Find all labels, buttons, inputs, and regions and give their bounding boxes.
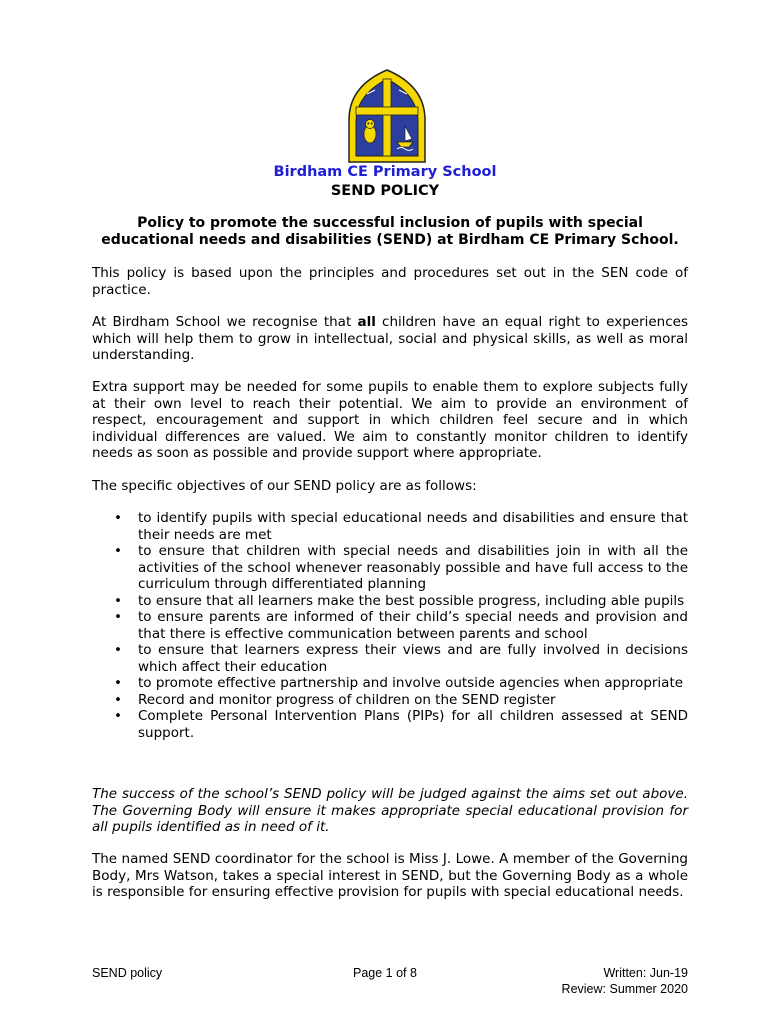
paragraph-intro: This policy is based upon the principles and procedures set out in the SEN code of practice.	[92, 265, 688, 298]
paragraph-equal-rights	[92, 314, 688, 364]
paragraph-equal-rights-start: At Birdham School we recognise that	[92, 314, 358, 330]
list-item	[92, 593, 688, 610]
paragraph-extra-support: Extra support may be needed for some pupils to enable them to explore subjects fully at their own level to reach their potential. We aim to provide an environment of respect, encouragement and support in which children feel secure and in which individual differences are valued. We aim to constantly monitor children to identify needs as soon as possible and provide support where appropriate.	[92, 379, 688, 461]
bullet-icon: •	[114, 510, 122, 526]
footer-document-name: SEND policy	[92, 966, 163, 980]
objective-text: Complete Personal Intervention Plans (PIPs) for all children assessed at SEND support.	[138, 708, 688, 741]
bullet-icon: •	[114, 675, 122, 691]
bullet-icon: •	[114, 642, 122, 658]
objective-text: Record and monitor progress of children on the SEND register	[138, 691, 556, 708]
policy-body	[92, 0, 688, 1024]
bullet-icon: •	[114, 691, 122, 708]
objective-text: to ensure that learners express their views and are fully involved in decisions which affect their education	[138, 642, 688, 675]
footer-dates	[562, 965, 688, 997]
emphasis-all: all	[357, 314, 376, 330]
footer-review-date: Review: Summer 2020	[561, 982, 688, 996]
footer-written-date: Written: Jun-19	[603, 966, 688, 980]
paragraph-equal-rights-end: children have an equal right to experiences which will help them to grow in intellectual, social and physical skills, as well as moral understanding.	[92, 314, 688, 363]
footer-page-number: Page 1 of 8	[353, 966, 417, 980]
paragraph-objectives-intro: The specific objectives of our SEND policy are as follows:	[92, 478, 477, 494]
objective-text: to promote effective partnership and involve outside agencies when appropriate	[138, 675, 684, 691]
paragraph-success-criteria: The success of the school’s SEND policy will be judged against the aims set out above. The Governing Body will ensure it makes appropriate special educational provision for all pupils identified as in need of it.	[92, 786, 688, 835]
bullet-icon: •	[114, 592, 122, 609]
objective-text: to ensure that all learners make the best possible progress, including able pupils	[138, 592, 685, 609]
list-item	[92, 642, 688, 675]
document-title: SEND POLICY	[330, 183, 440, 199]
list-item	[92, 708, 688, 741]
list-item	[92, 675, 688, 692]
list-item	[92, 692, 688, 709]
objectives-list	[92, 510, 688, 741]
objective-text: to ensure parents are informed of their child’s special needs and provision and that there is effective communication between parents and school	[138, 609, 688, 642]
list-item	[92, 510, 688, 543]
bullet-icon: •	[114, 543, 122, 559]
objective-text: to identify pupils with special educational needs and disabilities and ensure that their needs are met	[138, 510, 688, 543]
bullet-icon: •	[114, 609, 122, 625]
list-item	[92, 543, 688, 593]
policy-subtitle: Policy to promote the successful inclusion of pupils with special educational needs and disabilities (SEND) at Birdham CE Primary School.	[101, 215, 679, 248]
school-name: Birdham CE Primary School	[273, 164, 497, 180]
list-item	[92, 609, 688, 642]
objective-text: to ensure that children with special needs and disabilities join in with all the activities of the school whenever reasonably possible and have full access to the curriculum through differentiated planning	[138, 543, 688, 592]
bullet-icon: •	[114, 708, 122, 724]
paragraph-send-coordinator: The named SEND coordinator for the school is Miss J. Lowe. A member of the Governing Body, Mrs Watson, takes a special interest in SEND, but the Governing Body as a whole is responsible for ensuring effective provision for pupils with special educational needs.	[92, 851, 688, 900]
